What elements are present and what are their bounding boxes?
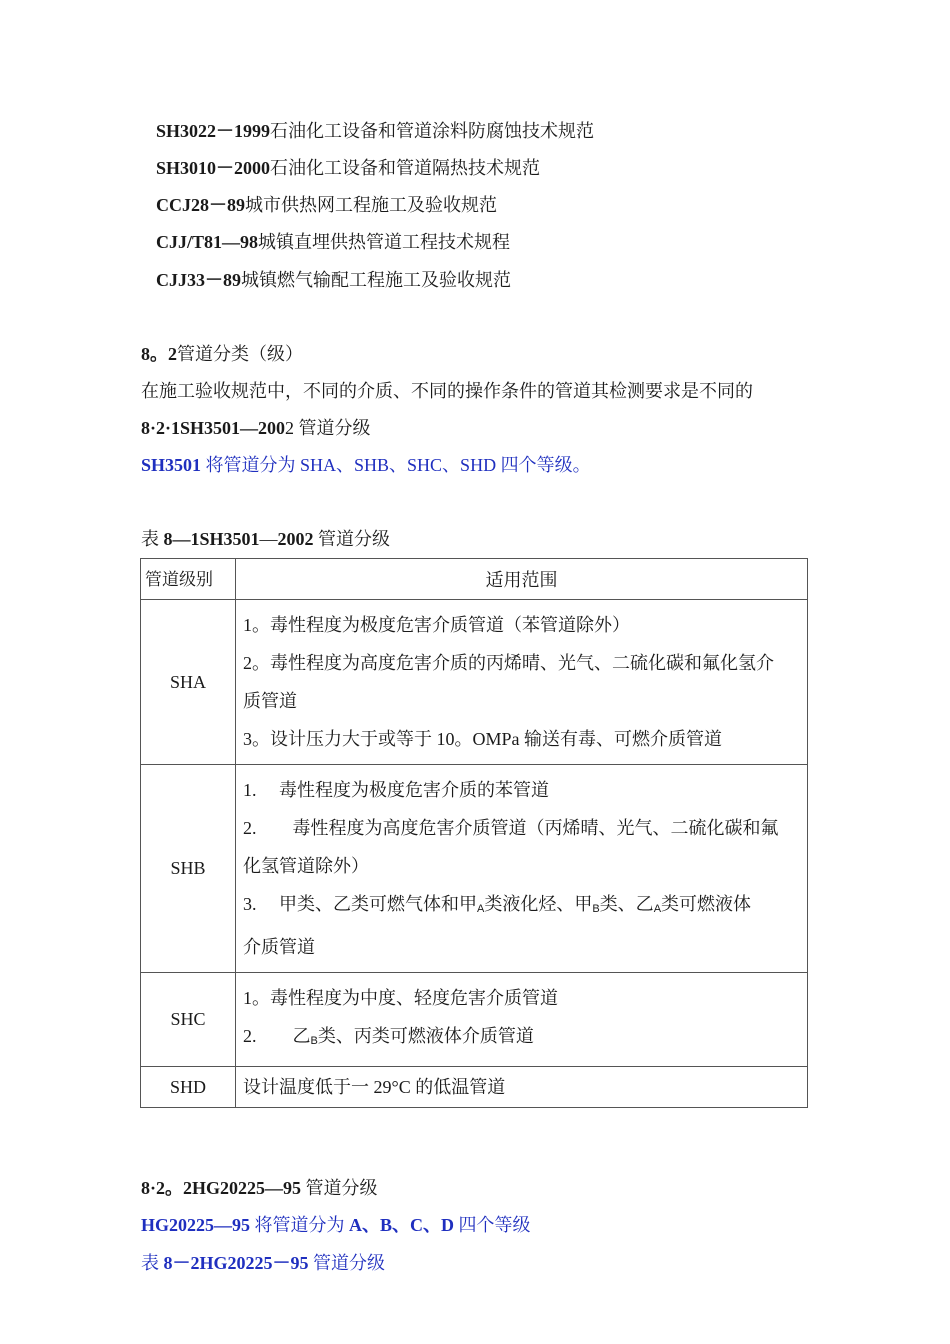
table-header-row: [141, 559, 808, 600]
subsection-number: 8·2·1SH3501—200: [141, 418, 286, 438]
grade-cell: SHA: [141, 600, 236, 765]
standard-line: [156, 193, 497, 217]
subscript: A: [653, 903, 662, 915]
caption-number: 8－2HG20225－95: [163, 1253, 309, 1273]
pipe-grade-table: [140, 558, 808, 1108]
item-text: 2. 乙: [243, 1026, 311, 1046]
subsection-title: 管道分级: [301, 1178, 378, 1198]
standard-code: SH3010－2000: [156, 158, 271, 178]
table-row: [141, 765, 808, 973]
header-grade: 管道级别: [141, 559, 236, 600]
scope-item: 化氢管道除外）: [243, 856, 369, 876]
section-heading: [141, 342, 303, 366]
section-number: 8。2: [141, 344, 177, 364]
caption-title: 管道分级: [308, 1253, 386, 1273]
standard-title: 石油化工设备和管道隔热技术规范: [270, 158, 541, 178]
scope-cell: [236, 600, 808, 765]
scope-item: 介质管道: [243, 937, 315, 957]
scope-item: [243, 1017, 801, 1060]
scope-cell: [236, 765, 808, 973]
scope-item: 质管道: [243, 691, 297, 711]
caption-dash: —: [259, 529, 278, 549]
scope-item: 2。毒性程度为高度危害介质的丙烯晴、光气、二硫化碳和氟化氢介: [243, 653, 774, 673]
standard-code: CCJ28－89: [156, 195, 245, 215]
table-caption: [141, 527, 390, 551]
scope-item: 2. 毒性程度为高度危害介质管道（丙烯晴、光气、二硫化碳和氟: [243, 818, 779, 838]
scope-cell: [236, 973, 808, 1067]
scope-cell: [236, 1067, 808, 1108]
section-intro: 在施工验收规范中，不同的介质、不同的操作条件的管道其检测要求是不同的: [141, 381, 753, 401]
caption-number: 8—1SH3501: [163, 529, 260, 549]
subscript: B: [310, 1035, 318, 1047]
scope-item: 1. 毒性程度为极度危害介质的苯管道: [243, 780, 549, 800]
caption-year: 2002: [277, 529, 314, 549]
item-text: 类可燃液体: [661, 894, 752, 914]
standard-code: CJJ/T81—98: [156, 232, 259, 252]
grade-summary-text: 将管道分为 SHA、SHB、SHC、SHD 四个等级。: [201, 455, 591, 475]
scope-item: 设计温度低于一 29°C 的低温管道: [243, 1077, 506, 1097]
grade-cell: SHC: [141, 973, 236, 1067]
table-row: [141, 1067, 808, 1108]
grade-summary: [141, 453, 591, 477]
scope-item: 1。毒性程度为中度、轻度危害介质管道: [243, 988, 558, 1008]
item-text: 类、丙类可燃液体介质管道: [317, 1026, 534, 1046]
caption-prefix: 表: [141, 1253, 164, 1273]
item-text: 类、乙: [599, 894, 654, 914]
scope-item: 3。设计压力大于或等于 10。OMPa 输送有毒、可燃介质管道: [243, 729, 723, 749]
standard-title: 城镇燃气输配工程施工及验收规范: [241, 270, 511, 290]
standard-line: [156, 119, 594, 143]
subsection-heading: [141, 416, 371, 440]
standard-code: HG20225—95: [141, 1215, 251, 1235]
standard-line: [156, 230, 510, 254]
grade-summary-end: 四个等级: [454, 1215, 531, 1235]
subsection-number: 8·2。2HG20225—95: [141, 1178, 302, 1198]
standard-title: 城镇直埋供热管道工程技术规程: [258, 232, 511, 252]
subsection-heading: [141, 1176, 378, 1200]
subscript: A: [477, 903, 485, 915]
scope-item: [243, 885, 801, 928]
grade-cell: SHD: [141, 1067, 236, 1108]
subscript: B: [592, 903, 600, 915]
grade-cell: SHB: [141, 765, 236, 973]
section-title: 管道分类（级）: [177, 344, 303, 364]
caption-title: 管道分级: [313, 529, 391, 549]
standard-title: 城市供热网工程施工及验收规范: [245, 195, 497, 215]
subsection-title: 2 管道分级: [285, 418, 371, 438]
grade-summary-text: 将管道分为: [250, 1215, 350, 1235]
standard-line: [156, 268, 511, 292]
caption-prefix: 表: [141, 529, 164, 549]
item-text: 3. 甲类、乙类可燃气体和甲: [243, 894, 477, 914]
table-caption: [141, 1251, 385, 1275]
header-scope: 适用范围: [236, 559, 808, 600]
standard-code: CJJ33－89: [156, 270, 241, 290]
standard-line: [156, 156, 540, 180]
standard-title: 石油化工设备和管道涂料防腐蚀技术规范: [270, 121, 595, 141]
item-text: 类液化烃、甲: [484, 894, 593, 914]
grade-summary: [141, 1213, 531, 1237]
scope-item: 1。毒性程度为极度危害介质管道（苯管道除外）: [243, 615, 630, 635]
table-row: [141, 600, 808, 765]
grade-list: A、B、C、D: [349, 1215, 455, 1235]
standard-code: SH3501: [141, 455, 202, 475]
table-row: [141, 973, 808, 1067]
standard-code: SH3022－1999: [156, 121, 271, 141]
